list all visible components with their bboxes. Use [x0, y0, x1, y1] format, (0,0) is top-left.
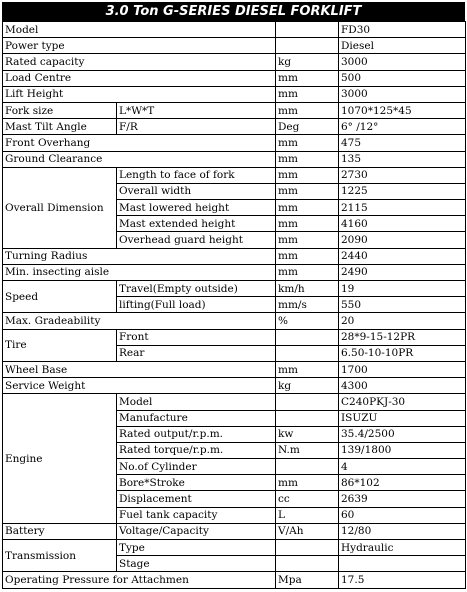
spec-row — [3, 540, 466, 556]
spec-value: ISUZU — [339, 410, 466, 426]
spec-row — [3, 86, 466, 102]
spec-item: Tire — [3, 329, 117, 361]
spec-row — [3, 102, 466, 118]
spec-row — [3, 248, 466, 264]
spec-value: 2115 — [339, 200, 466, 216]
spec-unit: kw — [276, 426, 339, 442]
spec-unit: mm — [276, 151, 339, 167]
spec-subitem: Overall width — [117, 183, 276, 199]
spec-subitem: L*W*T — [117, 102, 276, 118]
spec-value — [339, 556, 466, 572]
spec-value: 17.5 — [339, 572, 466, 588]
spec-value: 2440 — [339, 248, 466, 264]
spec-unit — [276, 410, 339, 426]
spec-row — [3, 119, 466, 135]
spec-subitem: Overhead guard height — [117, 232, 276, 248]
spec-unit: Mpa — [276, 572, 339, 588]
spec-subitem: Model — [117, 394, 276, 410]
spec-subitem: Rear — [117, 345, 276, 361]
spec-subitem: Manufacture — [117, 410, 276, 426]
spec-row — [3, 135, 466, 151]
spec-value: 550 — [339, 297, 466, 313]
spec-unit: L — [276, 507, 339, 523]
spec-row — [3, 38, 466, 54]
spec-item: Engine — [3, 394, 117, 524]
spec-value: 4300 — [339, 378, 466, 394]
spec-value: 2639 — [339, 491, 466, 507]
spec-value: 1700 — [339, 361, 466, 377]
spec-item: Model — [3, 22, 276, 38]
spec-unit: mm — [276, 361, 339, 377]
spec-unit — [276, 38, 339, 54]
spec-unit: mm — [276, 102, 339, 118]
spec-subitem: lifting(Full load) — [117, 297, 276, 313]
spec-item: Wheel Base — [3, 361, 276, 377]
spec-value: 2090 — [339, 232, 466, 248]
spec-row — [3, 22, 466, 38]
spec-value: 12/80 — [339, 523, 466, 539]
spec-item: Speed — [3, 281, 117, 313]
spec-value: 135 — [339, 151, 466, 167]
spec-unit: Deg — [276, 119, 339, 135]
spec-row — [3, 394, 466, 410]
spec-unit: mm — [276, 232, 339, 248]
spec-value: 6.50-10-10PR — [339, 345, 466, 361]
spec-value: FD30 — [339, 22, 466, 38]
spec-item: Operating Pressure for Attachmen — [3, 572, 276, 588]
spec-unit — [276, 394, 339, 410]
spec-subitem: Stage — [117, 556, 276, 572]
spec-row — [3, 264, 466, 280]
spec-subitem: Displacement — [117, 491, 276, 507]
spec-item: Overall Dimension — [3, 167, 117, 248]
spec-unit: mm — [276, 200, 339, 216]
spec-unit — [276, 329, 339, 345]
spec-subitem: Mast lowered height — [117, 200, 276, 216]
spec-subitem: Rated torque/r.p.m. — [117, 442, 276, 458]
spec-unit: % — [276, 313, 339, 329]
spec-item: Load Centre — [3, 70, 276, 86]
spec-item: Ground Clearance — [3, 151, 276, 167]
spec-value: 139/1800 — [339, 442, 466, 458]
spec-item: Max. Gradeability — [3, 313, 276, 329]
spec-value: Hydraulic — [339, 540, 466, 556]
spec-subitem: Front — [117, 329, 276, 345]
spec-subitem: Bore*Stroke — [117, 475, 276, 491]
spec-unit — [276, 540, 339, 556]
spec-value: 1225 — [339, 183, 466, 199]
spec-row — [3, 329, 466, 345]
spec-item: Front Overhang — [3, 135, 276, 151]
spec-item: Fork size — [3, 102, 117, 118]
spec-item: Turning Radius — [3, 248, 276, 264]
spec-unit: mm/s — [276, 297, 339, 313]
spec-value: 3000 — [339, 86, 466, 102]
spec-table-body — [3, 22, 466, 589]
spec-value: 1070*125*45 — [339, 102, 466, 118]
spec-unit — [276, 459, 339, 475]
spec-unit: mm — [276, 167, 339, 183]
spec-row — [3, 523, 466, 539]
spec-row — [3, 572, 466, 588]
spec-unit: mm — [276, 264, 339, 280]
spec-unit — [276, 345, 339, 361]
spec-unit: V/Ah — [276, 523, 339, 539]
spec-row — [3, 151, 466, 167]
spec-value: 2730 — [339, 167, 466, 183]
spec-subitem: Travel(Empty outside) — [117, 281, 276, 297]
spec-item: Rated capacity — [3, 54, 276, 70]
spec-value: 20 — [339, 313, 466, 329]
spec-unit: mm — [276, 248, 339, 264]
spec-value: 4 — [339, 459, 466, 475]
spec-item: Power type — [3, 38, 276, 54]
spec-unit — [276, 556, 339, 572]
spec-value: 4160 — [339, 216, 466, 232]
spec-value: 500 — [339, 70, 466, 86]
spec-item: Transmission — [3, 540, 117, 572]
spec-unit: km/h — [276, 281, 339, 297]
spec-row — [3, 70, 466, 86]
spec-subitem: Rated output/r.p.m. — [117, 426, 276, 442]
spec-item: Min. insecting aisle — [3, 264, 276, 280]
spec-value: 475 — [339, 135, 466, 151]
spec-subitem: No.of Cylinder — [117, 459, 276, 475]
spec-item: Battery — [3, 523, 117, 539]
spec-item: Lift Height — [3, 86, 276, 102]
spec-unit: kg — [276, 54, 339, 70]
spec-value: 86*102 — [339, 475, 466, 491]
spec-subitem: Voltage/Capacity — [117, 523, 276, 539]
spec-item: Mast Tilt Angle — [3, 119, 117, 135]
spec-row — [3, 313, 466, 329]
spec-row — [3, 378, 466, 394]
spec-row — [3, 167, 466, 183]
spec-unit: N.m — [276, 442, 339, 458]
spec-subitem: F/R — [117, 119, 276, 135]
spec-unit: mm — [276, 135, 339, 151]
spec-value: 60 — [339, 507, 466, 523]
spec-value: 3000 — [339, 54, 466, 70]
spec-value: 28*9-15-12PR — [339, 329, 466, 345]
spec-value: 19 — [339, 281, 466, 297]
spec-unit: mm — [276, 70, 339, 86]
spec-title: 3.0 Ton G-SERIES DIESEL FORKLIFT — [2, 2, 465, 21]
spec-subitem: Mast extended height — [117, 216, 276, 232]
spec-value: 6° /12° — [339, 119, 466, 135]
spec-unit: kg — [276, 378, 339, 394]
spec-unit — [276, 22, 339, 38]
spec-value: C240PKJ-30 — [339, 394, 466, 410]
spec-row — [3, 54, 466, 70]
spec-row — [3, 281, 466, 297]
spec-value: 35.4/2500 — [339, 426, 466, 442]
spec-value: Diesel — [339, 38, 466, 54]
spec-item: Service Weight — [3, 378, 276, 394]
spec-row — [3, 361, 466, 377]
spec-unit: cc — [276, 491, 339, 507]
spec-unit: mm — [276, 86, 339, 102]
spec-table — [2, 21, 466, 589]
spec-unit: mm — [276, 216, 339, 232]
spec-subitem: Fuel tank capacity — [117, 507, 276, 523]
spec-unit: mm — [276, 183, 339, 199]
spec-subitem: Type — [117, 540, 276, 556]
spec-value: 2490 — [339, 264, 466, 280]
spec-subitem: Length to face of fork — [117, 167, 276, 183]
spec-unit: mm — [276, 475, 339, 491]
